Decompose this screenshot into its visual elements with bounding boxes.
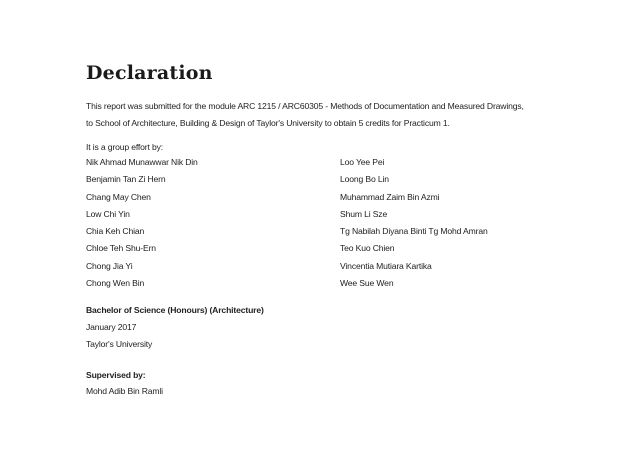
group-label: It is a group effort by: <box>86 142 163 152</box>
member-name: Wee Sue Wen <box>340 278 394 289</box>
member-name: Vincentia Mutiara Kartika <box>340 260 432 271</box>
supervised-by-label: Supervised by: <box>86 370 146 380</box>
supervisor-name: Mohd Adib Bin Ramli <box>86 386 163 396</box>
member-name: Shum Li Sze <box>340 208 388 219</box>
submission-date: January 2017 <box>86 322 137 332</box>
member-name: Muhammad Zaim Bin Azmi <box>340 191 440 202</box>
member-name: Chloe Teh Shu-Ern <box>86 243 156 254</box>
member-name: Low Chi Yin <box>86 208 130 219</box>
member-name: Benjamin Tan Zi Hern <box>86 174 166 185</box>
member-name: Chia Keh Chian <box>86 226 145 237</box>
member-name: Loong Bo Lin <box>340 174 389 185</box>
member-name: Chong Jia Yi <box>86 260 133 271</box>
member-name: Teo Kuo Chien <box>340 243 395 254</box>
intro-line-1: This report was submitted for the module ARC 1215 / ARC60305 - Methods of Documentation and Measured Drawings, <box>86 101 524 111</box>
member-name: Chong Wen Bin <box>86 278 145 289</box>
members-right-column <box>340 157 488 295</box>
members-left-column <box>86 157 198 295</box>
member-name: Chang May Chen <box>86 191 151 202</box>
intro-line-2: to School of Architecture, Building & Design of Taylor's University to obtain 5 credits for Practicum 1. <box>86 118 450 128</box>
page-title: Declaration <box>86 62 213 84</box>
member-name: Nik Ahmad Munawwar Nik Din <box>86 157 198 167</box>
university-name: Taylor's University <box>86 339 153 349</box>
member-name: Loo Yee Pei <box>340 157 385 167</box>
degree-title: Bachelor of Science (Honours) (Architecture) <box>86 305 264 315</box>
member-name: Tg Nabilah Diyana Binti Tg Mohd Amran <box>340 226 488 237</box>
